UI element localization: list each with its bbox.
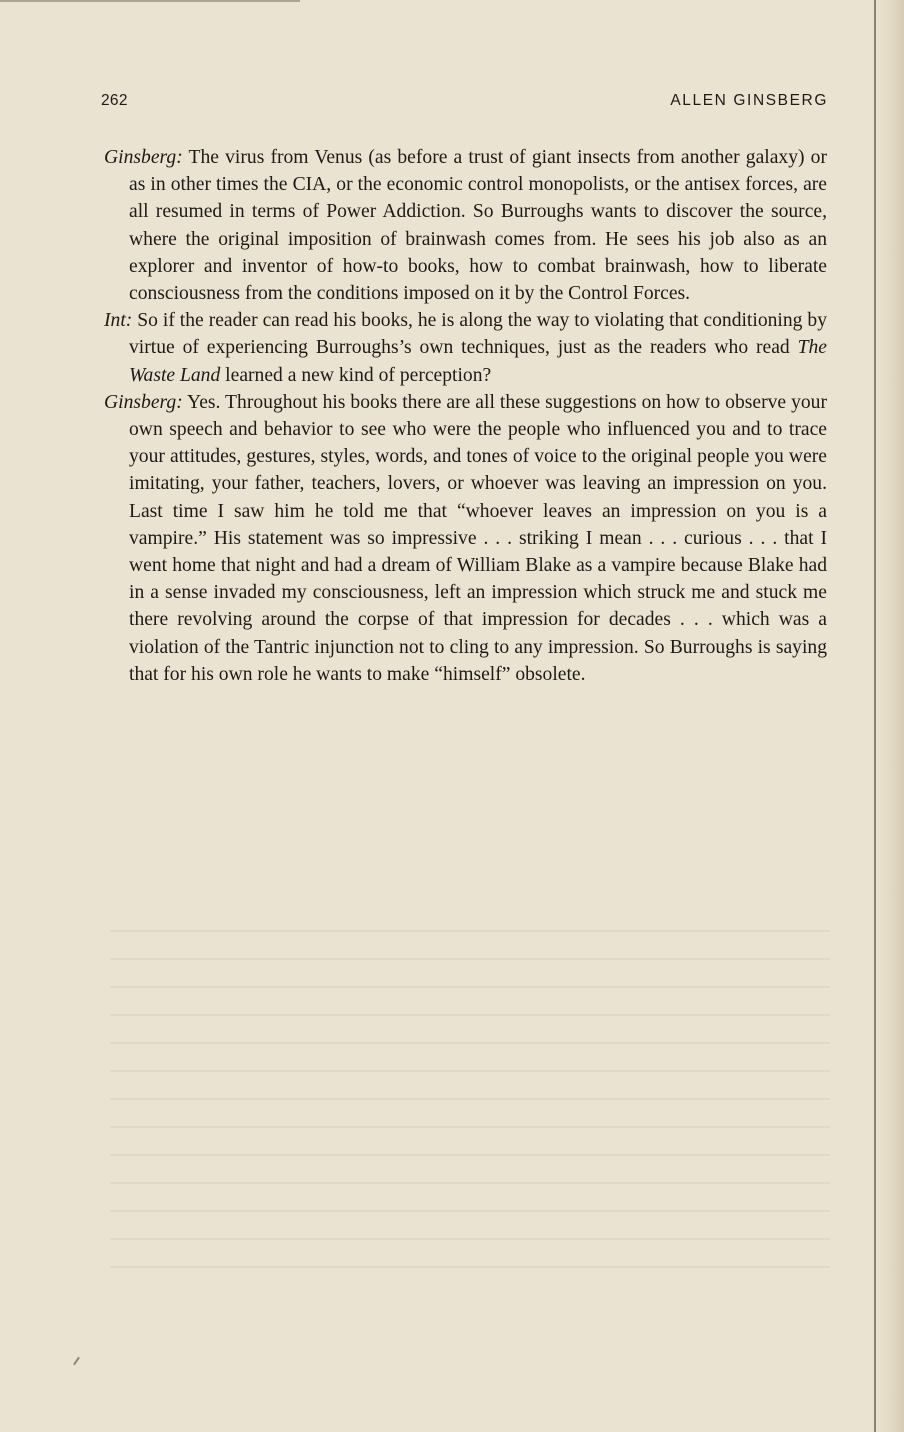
interview-text xyxy=(104,144,827,688)
paragraph-text: The virus from Venus (as before a trust of giant insects from another galaxy) or as in other times the CIA, or the economic control monopolists, or the antisex forces, are all resumed in terms of Power Addiction. So Burroughs wants to discover the source, where the original imposition of brainwash comes from. He sees his job also as an explorer and inventor of how-to books, how to combat brainwash, how to liberate consciousness from the conditions imposed on it by the Control Forces. xyxy=(129,147,827,305)
page-number: 262 xyxy=(101,92,128,109)
show-through-line xyxy=(110,1154,830,1156)
show-through-line xyxy=(110,986,830,988)
book-title: The Waste Land xyxy=(129,337,827,386)
show-through-line xyxy=(110,1182,830,1184)
show-through-line xyxy=(110,1014,830,1016)
show-through-line xyxy=(110,1070,830,1072)
show-through-line xyxy=(110,1210,830,1212)
speaker-label: Int: xyxy=(104,310,133,332)
show-through-line xyxy=(110,1098,830,1100)
show-through-line xyxy=(110,1126,830,1128)
page-top-edge xyxy=(0,0,300,2)
page-header xyxy=(101,92,828,118)
show-through-line xyxy=(110,958,830,960)
page-edge-line xyxy=(874,0,876,1432)
show-through-line xyxy=(110,1238,830,1240)
speaker-label: Ginsberg: xyxy=(104,391,183,413)
speaker-label: Ginsberg: xyxy=(104,147,183,168)
show-through-line xyxy=(110,1042,830,1044)
paragraph-text: learned a new kind of perception? xyxy=(220,364,492,386)
show-through-line xyxy=(110,930,830,932)
paragraph-ginsberg-1 xyxy=(104,144,827,307)
show-through-line xyxy=(110,1266,830,1268)
stray-pencil-mark xyxy=(73,1357,80,1366)
paragraph-ginsberg-2 xyxy=(104,389,827,688)
paragraph-text: So if the reader can read his books, he is along the way to violating that conditioning by virtue of experiencing Burroughs’s own techniques, just as the readers who read xyxy=(129,310,827,359)
paragraph-interviewer xyxy=(104,307,827,389)
paragraph-text: Yes. Throughout his books there are all these suggestions on how to observe your own speech and behavior to see who were the people who influenced you and to trace your attitudes, gestures, styles, words, and tones of voice to the original people you were imitating, your father, teachers, lovers, or whoever was leaving an impression on you. Last time I saw him he told me that “whoever leaves an impression on you is a vampire.” His statement was so impressive . . . striking I mean . . . curious . . . that I went home that night and had a dream of William Blake as a vampire because Blake had in a sense invaded my consciousness, left an impression which struck me and stuck me there revolving around the corpse of that impression for decades . . . which was a violation of the Tantric injunction not to cling to any impression. So Burroughs is saying that for his own role he wants to make “himself” obsolete. xyxy=(129,391,827,685)
running-head: ALLEN GINSBERG xyxy=(670,92,828,109)
